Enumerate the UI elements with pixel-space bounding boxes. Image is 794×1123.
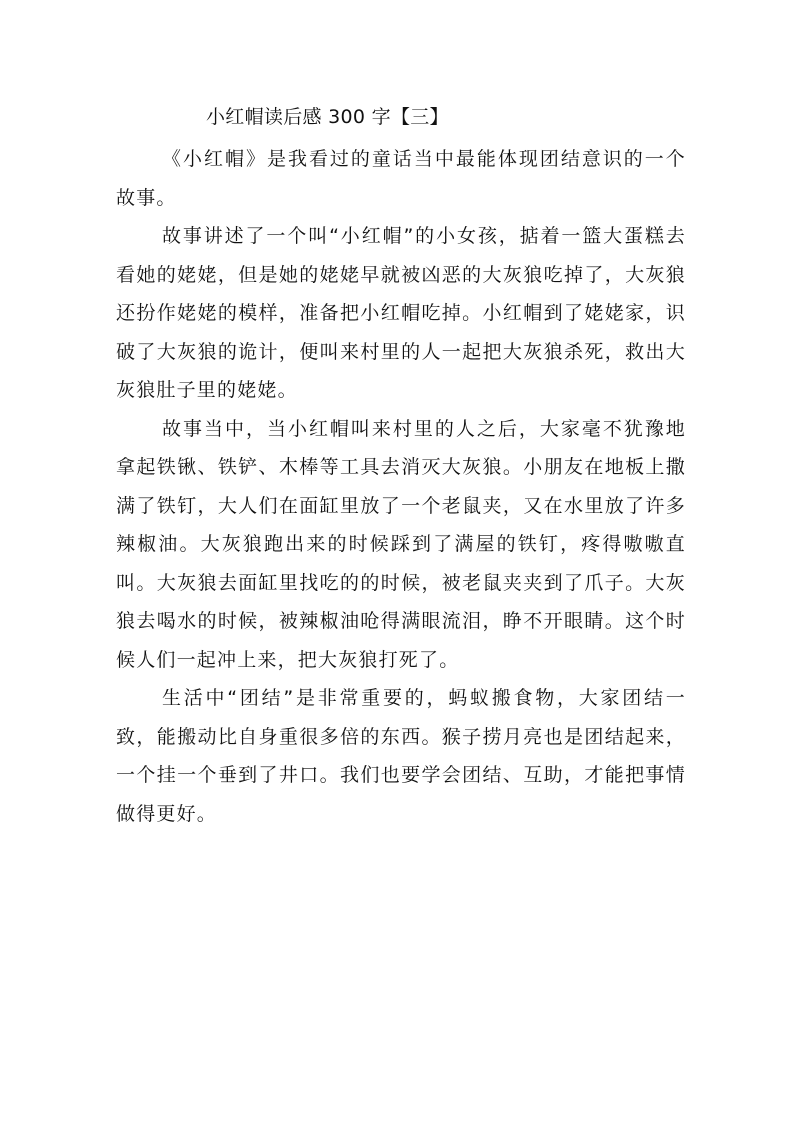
paragraph-story-details: 故事当中，当小红帽叫来村里的人之后，大家毫不犹豫地拿起铁锹、铁铲、木棒等工具去消灭大灰狼。小朋友在地板上撒满了铁钉，大人们在面缸里放了一个老鼠夹，又在水里放了许多辣椒油。大灰狼跑出来的时候踩到了满屋的铁钉，疼得嗷嗷直叫。大灰狼去面缸里找吃的的时候，被老鼠夹夹到了爪子。大灰狼去喝水的时候，被辣椒油呛得满眼流泪，睁不开眼睛。这个时候人们一起冲上来，把大灰狼打死了。 xyxy=(116,417,686,671)
document-title: 小红帽读后感 300 字【三】 xyxy=(206,106,449,128)
paragraph-story-summary: 故事讲述了一个叫“小红帽”的小女孩，掂着一篮大蛋糕去看她的姥姥，但是她的姥姥早就被凶恶的大灰狼吃掉了，大灰狼还扮作姥姥的模样，准备把小红帽吃掉。小红帽到了姥姥家，识破了大灰狼的诡计，便叫来村里的人一起把大灰狼杀死，救出大灰狼肚子里的姥姥。 xyxy=(116,225,686,401)
paragraph-intro: 《小红帽》是我看过的童话当中最能体现团结意识的一个故事。 xyxy=(116,148,686,209)
document-body xyxy=(116,140,686,833)
paragraph-reflection: 生活中“团结”是非常重要的，蚂蚁搬食物，大家团结一致，能搬动比自身重很多倍的东西。猴子捞月亮也是团结起来，一个挂一个垂到了井口。我们也要学会团结、互助，才能把事情做得更好。 xyxy=(116,687,686,825)
